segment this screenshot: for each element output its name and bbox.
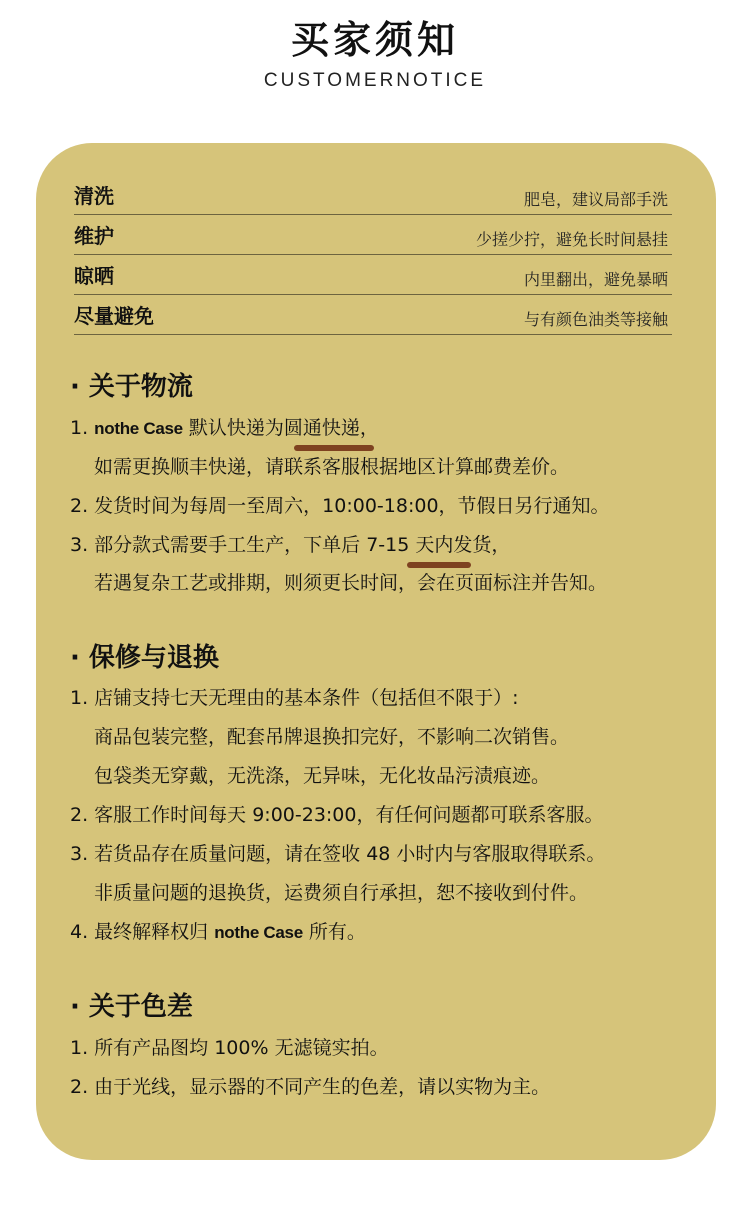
care-value: 少搓少拧，避免长时间悬挂 [475, 230, 668, 249]
warranty-line-2: 2. 客服工作时间每天 9:00-23:00，有任何问题都可联系客服。 [70, 804, 604, 826]
care-label: 维护 [74, 224, 114, 248]
care-row-wash [74, 178, 672, 215]
warranty-line-3-cont: 非质量问题的退换货，运费须自行承担，恕不接收到付件。 [94, 882, 589, 904]
warranty-line-1: 1. 店铺支持七天无理由的基本条件（包括但不限于）: [70, 687, 519, 709]
highlight-underline [294, 445, 374, 451]
care-value: 肥皂，建议局部手洗 [523, 190, 668, 209]
page-subtitle: CUSTOMERNOTICE [263, 70, 487, 91]
logistics-line-1-cont: 如需更换顺丰快递，请联系客服根据地区计算邮费差价。 [94, 456, 570, 478]
warranty-line-1-cont1: 商品包装完整，配套吊牌退换扣完好，不影响二次销售。 [94, 726, 570, 748]
care-value: 与有颜色油类等接触 [523, 310, 668, 329]
care-row-maintain [74, 218, 672, 255]
section-heading-warranty: · 保修与退换 [70, 643, 219, 673]
highlight-underline [407, 562, 471, 568]
line-prefix: 4. 最终解释权归 [70, 921, 215, 943]
line-text: 默认快递为圆通快递， [182, 417, 379, 439]
warranty-line-3: 3. 若货品存在质量问题，请在签收 48 小时内与客服取得联系。 [70, 843, 606, 865]
line-prefix: 1. [70, 417, 95, 439]
logistics-line-1 [70, 414, 379, 443]
brand-name: nothe Case [214, 923, 303, 942]
warranty-line-4 [70, 918, 366, 947]
logistics-line-3-cont: 若遇复杂工艺或排期，则须更长时间，会在页面标注并告知。 [94, 572, 608, 594]
brand-name: nothe Case [94, 419, 183, 438]
color-line-2: 2. 由于光线，显示器的不同产生的色差，请以实物为主。 [70, 1076, 551, 1098]
care-value: 内里翻出，避免暴晒 [523, 270, 668, 289]
care-label: 尽量避免 [74, 304, 154, 328]
care-row-avoid [74, 298, 672, 335]
color-line-1: 1. 所有产品图均 100% 无滤镜实拍。 [70, 1037, 389, 1059]
notice-card [36, 143, 716, 1160]
care-row-dry [74, 258, 672, 295]
warranty-line-1-cont2: 包袋类无穿戴，无洗涤，无异味，无化妆品污渍痕迹。 [94, 765, 551, 787]
care-label: 清洗 [74, 184, 114, 208]
page-title: 买家须知 [290, 18, 459, 62]
logistics-line-2: 2. 发货时间为每周一至周六，10:00-18:00，节假日另行通知。 [70, 495, 610, 517]
section-heading-logistics: · 关于物流 [70, 372, 193, 402]
line-suffix: 所有。 [302, 921, 366, 943]
care-label: 晾晒 [74, 264, 114, 288]
logistics-line-3: 3. 部分款式需要手工生产，下单后 7-15 天内发货， [70, 534, 511, 556]
section-heading-color: · 关于色差 [70, 992, 193, 1022]
